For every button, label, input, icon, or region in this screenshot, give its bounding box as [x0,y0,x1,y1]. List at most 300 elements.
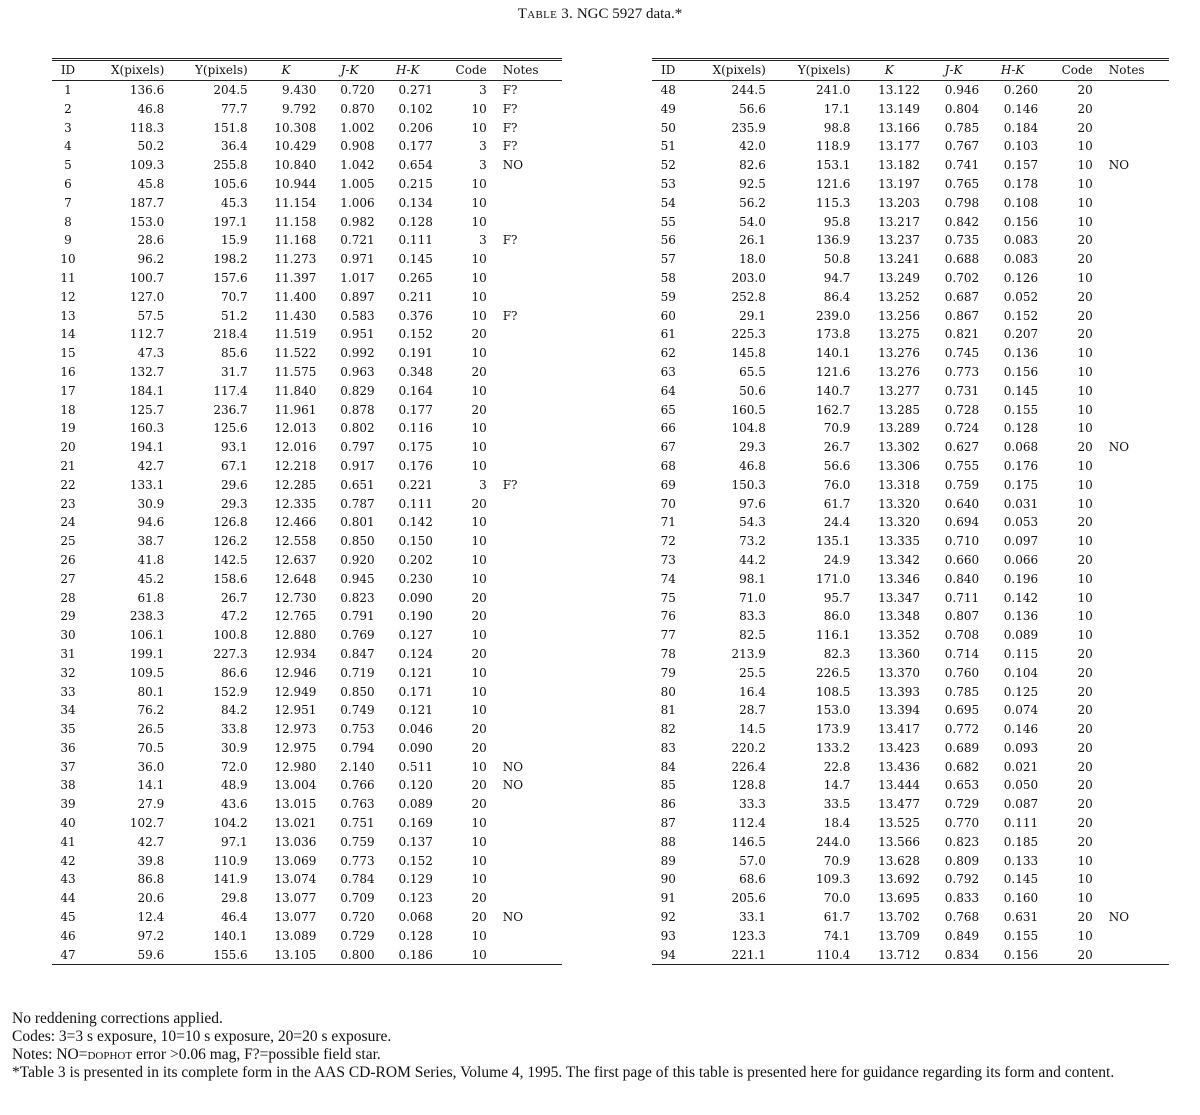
cell-id: 24 [60,515,76,530]
cell-code: 10 [471,176,487,191]
cell-x: 132.7 [129,364,165,379]
cell-notes: F? [502,83,518,97]
cell-code: 20 [1077,83,1093,97]
cell-x: 42.7 [137,834,165,849]
cell-notes [491,589,562,608]
cell-notes: F? [502,120,518,135]
cell-h-k: 0.126 [1003,270,1039,285]
cell-h-k: 0.152 [398,853,433,868]
cell-j-k: 0.945 [340,571,375,586]
col-header-code: Code [437,60,491,81]
cell-code: 10 [471,120,487,135]
cell-id: 63 [660,364,676,379]
cell-y: 72.0 [220,759,248,774]
cell-code: 20 [1077,722,1093,737]
cell-notes [1097,570,1169,589]
table-row [52,137,562,156]
cell-j-k: 0.753 [340,722,375,737]
cell-h-k: 0.050 [1003,778,1039,793]
cell-k: 12.335 [274,496,317,511]
cell-h-k: 0.128 [398,214,433,229]
cell-x: 20.6 [137,891,165,906]
cell-code: 10 [471,928,487,943]
footnote-notes [12,1046,1192,1064]
cell-y: 17.1 [823,101,851,116]
cell-notes [1097,852,1169,871]
cell-x: 82.6 [739,158,766,173]
cell-notes [491,946,562,965]
table-row [652,137,1169,156]
cell-id: 89 [660,853,676,868]
cell-j-k: 0.992 [340,346,375,361]
cell-notes [1097,100,1169,119]
cell-k: 12.730 [274,590,317,605]
cell-code: 10 [1077,402,1093,417]
cell-notes [491,438,562,457]
table-row [52,325,562,344]
cell-j-k: 0.687 [944,289,980,304]
cell-k: 12.951 [274,703,317,718]
table-row [652,457,1169,476]
cell-code: 10 [1077,590,1093,605]
cell-j-k: 0.963 [340,364,375,379]
cell-notes [491,532,562,551]
table-row [52,457,562,476]
cell-y: 226.5 [816,665,851,680]
table-row [652,683,1169,702]
cell-j-k: 0.847 [340,646,375,661]
cell-y: 86.4 [823,289,851,304]
table-body-left [52,81,562,965]
table-row [52,363,562,382]
cell-code: 20 [1077,440,1093,455]
cell-id: 8 [64,214,72,229]
cell-y: 135.1 [816,534,851,549]
cell-k: 13.217 [878,214,921,229]
cell-id: 48 [660,83,676,97]
cell-j-k: 0.714 [944,646,980,661]
cell-y: 136.9 [816,233,851,248]
cell-id: 29 [60,609,76,624]
cell-k: 11.575 [274,364,317,379]
cell-h-k: 0.102 [398,101,433,116]
table-row [652,645,1169,664]
cell-code: 10 [1077,477,1093,492]
col-header-x: X(pixels) [84,60,168,81]
cell-y: 100.8 [213,628,248,643]
cell-k: 9.792 [282,101,317,116]
cell-k: 12.016 [274,440,317,455]
cell-code: 20 [1077,120,1093,135]
cell-k: 13.015 [274,797,317,812]
cell-code: 10 [471,534,487,549]
cell-notes [491,927,562,946]
cell-code: 10 [1077,609,1093,624]
table-row [52,645,562,664]
cell-x: 25.5 [739,665,766,680]
cell-j-k: 2.140 [340,759,375,774]
cell-x: 199.1 [129,646,165,661]
cell-code: 10 [1077,270,1093,285]
cell-h-k: 0.230 [398,571,433,586]
cell-code: 10 [471,816,487,831]
cell-code: 20 [471,364,487,379]
cell-h-k: 0.103 [1003,139,1039,154]
col-header-h-k: H-K [379,60,437,81]
cell-y: 46.4 [220,910,248,925]
cell-code: 10 [1077,195,1093,210]
cell-notes [1097,231,1169,250]
cell-y: 70.7 [220,289,248,304]
cell-h-k: 0.111 [398,496,433,511]
cell-code: 10 [471,440,487,455]
cell-k: 13.302 [878,440,921,455]
cell-j-k: 0.772 [944,722,980,737]
cell-j-k: 0.897 [340,289,375,304]
cell-h-k: 0.155 [1003,928,1039,943]
cell-notes [1097,946,1169,965]
cell-y: 140.7 [816,383,851,398]
cell-id: 69 [660,477,676,492]
cell-id: 46 [60,928,76,943]
cell-h-k: 0.090 [398,740,433,755]
cell-j-k: 0.660 [944,552,980,567]
cell-code: 10 [1077,534,1093,549]
cell-y: 198.2 [213,252,248,267]
cell-code: 10 [1077,139,1093,154]
cell-id: 72 [660,534,676,549]
cell-code: 10 [471,101,487,116]
cell-x: 36.0 [137,759,165,774]
cell-k: 13.122 [878,83,921,97]
cell-notes [491,457,562,476]
cell-y: 162.7 [816,402,851,417]
table-row [652,81,1169,100]
cell-notes: NO [502,910,524,925]
cell-x: 26.5 [137,722,165,737]
cell-notes [491,382,562,401]
footnotes [12,1010,1192,1082]
cell-x: 83.3 [739,609,766,624]
cell-h-k: 0.155 [1003,402,1039,417]
cell-h-k: 0.145 [398,252,433,267]
cell-h-k: 0.146 [1003,101,1039,116]
cell-k: 13.069 [274,853,317,868]
cell-id: 22 [60,477,76,492]
cell-notes [1097,288,1169,307]
cell-id: 1 [64,83,72,97]
caption-text: NGC 5927 data.* [576,6,683,22]
cell-k: 13.077 [274,891,317,906]
cell-x: 194.1 [129,440,165,455]
cell-id: 28 [60,590,76,605]
cell-h-k: 0.142 [1003,590,1039,605]
cell-code: 20 [1077,646,1093,661]
cell-y: 227.3 [213,646,248,661]
cell-code: 10 [471,665,487,680]
cell-notes [491,213,562,232]
table-row [52,476,562,495]
table-row [52,589,562,608]
cell-k: 13.436 [878,759,921,774]
cell-k: 13.241 [878,252,921,267]
table-row [652,344,1169,363]
cell-y: 93.1 [220,440,248,455]
cell-y: 29.8 [220,891,248,906]
cell-k: 13.077 [274,910,317,925]
cell-x: 16.4 [739,684,766,699]
cell-notes [1097,194,1169,213]
cell-h-k: 0.348 [398,364,433,379]
cell-code: 20 [471,402,487,417]
table-row [652,776,1169,795]
cell-code: 10 [471,515,487,530]
cell-x: 221.1 [684,946,769,965]
col-header-x: X(pixels) [684,60,769,81]
cell-y: 82.3 [823,646,851,661]
cell-k: 13.021 [274,816,317,831]
cell-j-k: 0.850 [340,684,375,699]
cell-j-k: 1.005 [340,176,375,191]
table-row [52,401,562,420]
cell-h-k: 0.128 [1003,421,1039,436]
cell-y: 77.7 [220,101,248,116]
cell-h-k: 0.145 [1003,383,1039,398]
cell-x: 133.1 [129,477,165,492]
cell-k: 13.335 [878,534,921,549]
cell-k: 11.273 [274,252,317,267]
cell-notes: NO [502,158,524,173]
cell-x: 14.5 [739,722,766,737]
table-row [652,250,1169,269]
cell-k: 13.276 [878,346,921,361]
cell-h-k: 0.260 [1003,83,1039,97]
table-row [52,758,562,777]
cell-x: 26.1 [739,233,766,248]
cell-notes [491,363,562,382]
col-header-notes: Notes [1097,60,1169,81]
cell-k: 12.949 [274,684,317,699]
table-row [52,231,562,250]
cell-id: 23 [60,496,76,511]
cell-h-k: 0.175 [1003,477,1039,492]
cell-y: 26.7 [823,440,851,455]
cell-notes [1097,401,1169,420]
cell-k: 13.360 [878,646,921,661]
cell-h-k: 0.133 [1003,853,1039,868]
cell-j-k: 0.849 [944,928,980,943]
cell-y: 197.1 [213,214,248,229]
table-row [52,814,562,833]
cell-notes [1097,382,1169,401]
cell-j-k: 0.741 [944,158,980,173]
cell-h-k: 0.190 [398,609,433,624]
cell-code: 20 [1077,289,1093,304]
table-row [52,927,562,946]
cell-k: 13.352 [878,628,921,643]
table-row [52,81,562,100]
col-header-y: Y(pixels) [168,60,251,81]
cell-y: 61.7 [823,496,851,511]
cell-x: 187.7 [129,195,165,210]
cell-code: 20 [1077,684,1093,699]
cell-x: 28.7 [739,703,766,718]
cell-id: 38 [60,778,76,793]
cell-k: 12.934 [274,646,317,661]
cell-id: 60 [660,308,676,323]
cell-y: 33.5 [823,797,851,812]
table-row [652,758,1169,777]
cell-code: 10 [471,458,487,473]
cell-x: 97.6 [739,496,766,511]
table-row [652,325,1169,344]
cell-y: 47.2 [220,609,248,624]
cell-h-k: 0.152 [1003,308,1039,323]
cell-id: 53 [660,176,676,191]
cell-y: 30.9 [220,740,248,755]
cell-id: 37 [60,759,76,774]
cell-id: 84 [660,759,676,774]
cell-id: 79 [660,665,676,680]
cell-j-k: 0.653 [944,778,980,793]
cell-k: 12.975 [274,740,317,755]
footnote-notes-pre: Notes: NO= [12,1046,88,1063]
cell-h-k: 0.177 [398,139,433,154]
cell-j-k: 0.791 [340,609,375,624]
cell-k: 12.648 [274,571,317,586]
cell-h-k: 0.176 [398,458,433,473]
cell-notes: NO [502,778,524,793]
cell-j-k: 0.760 [944,665,980,680]
cell-code: 20 [471,590,487,605]
cell-notes [1097,720,1169,739]
cell-notes [1097,81,1169,100]
cell-y: 173.8 [816,327,851,342]
cell-notes: NO [1108,440,1130,455]
cell-j-k: 0.583 [340,308,375,323]
cell-y: 155.6 [168,946,251,965]
cell-x: 14.1 [137,778,165,793]
table-row [52,776,562,795]
cell-h-k: 0.157 [1003,158,1039,173]
cell-notes: F? [502,477,518,492]
cell-k: 13.105 [252,946,321,965]
cell-j-k: 0.982 [340,214,375,229]
cell-id: 67 [660,440,676,455]
cell-x: 86.8 [137,872,165,887]
cell-code: 10 [1077,346,1093,361]
cell-x: 30.9 [137,496,165,511]
cell-h-k: 0.206 [398,120,433,135]
table-row [52,701,562,720]
cell-y: 43.6 [220,797,248,812]
cell-x: 244.5 [731,83,766,97]
cell-notes: F? [502,233,518,248]
cell-h-k: 0.156 [983,946,1042,965]
cell-id: 70 [660,496,676,511]
cell-k: 12.013 [274,421,317,436]
cell-x: 220.2 [731,740,766,755]
col-header-id: ID [52,60,84,81]
cell-id: 78 [660,646,676,661]
cell-k: 12.973 [274,722,317,737]
footnote-cdrom: *Table 3 is presented in its complete form in the AAS CD-ROM Series, Volume 4, 1995. The first page of this table is presented here for guidance regarding its form and content. [12,1064,1115,1081]
cell-code: 20 [1077,740,1093,755]
cell-notes [1097,269,1169,288]
cell-y: 236.7 [213,402,248,417]
cell-y: 126.2 [213,534,248,549]
cell-notes: F? [502,308,518,323]
cell-j-k: 0.763 [340,797,375,812]
cell-id: 55 [660,214,676,229]
table-row [52,833,562,852]
table-row [652,889,1169,908]
cell-h-k: 0.121 [398,665,433,680]
cell-x: 59.6 [84,946,168,965]
cell-j-k: 0.850 [340,534,375,549]
cell-notes [1097,776,1169,795]
cell-j-k: 0.840 [944,571,980,586]
cell-code: 20 [1077,327,1093,342]
cell-notes [491,250,562,269]
cell-id: 17 [60,383,76,398]
cell-k: 13.276 [878,364,921,379]
cell-code: 20 [471,740,487,755]
cell-code: 10 [471,421,487,436]
cell-notes [1097,701,1169,720]
cell-x: 45.8 [137,176,165,191]
cell-j-k: 0.720 [340,83,375,97]
cell-x: 45.2 [137,571,165,586]
cell-x: 146.5 [731,834,766,849]
cell-notes [491,645,562,664]
cell-x: 153.0 [129,214,165,229]
cell-k: 13.692 [878,872,921,887]
cell-h-k: 0.164 [398,383,433,398]
cell-k: 13.347 [878,590,921,605]
col-header-id: ID [652,60,684,81]
cell-h-k: 0.097 [1003,534,1039,549]
cell-y: 51.2 [220,308,248,323]
cell-y: 86.6 [220,665,248,680]
cell-code: 20 [471,910,487,925]
cell-x: 73.2 [739,534,766,549]
cell-id: 26 [60,552,76,567]
table-row [52,739,562,758]
cell-j-k: 0.807 [944,609,980,624]
cell-y: 109.3 [816,872,851,887]
cell-k: 11.430 [274,308,317,323]
cell-notes [1097,325,1169,344]
cell-id: 83 [660,740,676,755]
cell-notes [491,607,562,626]
cell-x: 160.5 [731,402,766,417]
data-table-left [52,58,562,965]
cell-id: 80 [660,684,676,699]
cell-x: 106.1 [129,628,165,643]
cell-y: 125.6 [213,421,248,436]
cell-y: 153.1 [816,158,851,173]
cell-j-k: 0.688 [944,252,980,267]
table-row [52,870,562,889]
cell-y: 29.3 [220,496,248,511]
cell-j-k: 0.801 [340,515,375,530]
table-row [652,194,1169,213]
cell-id: 15 [60,346,76,361]
cell-notes: F? [502,101,518,116]
cell-notes [1097,814,1169,833]
cell-y: 133.2 [816,740,851,755]
